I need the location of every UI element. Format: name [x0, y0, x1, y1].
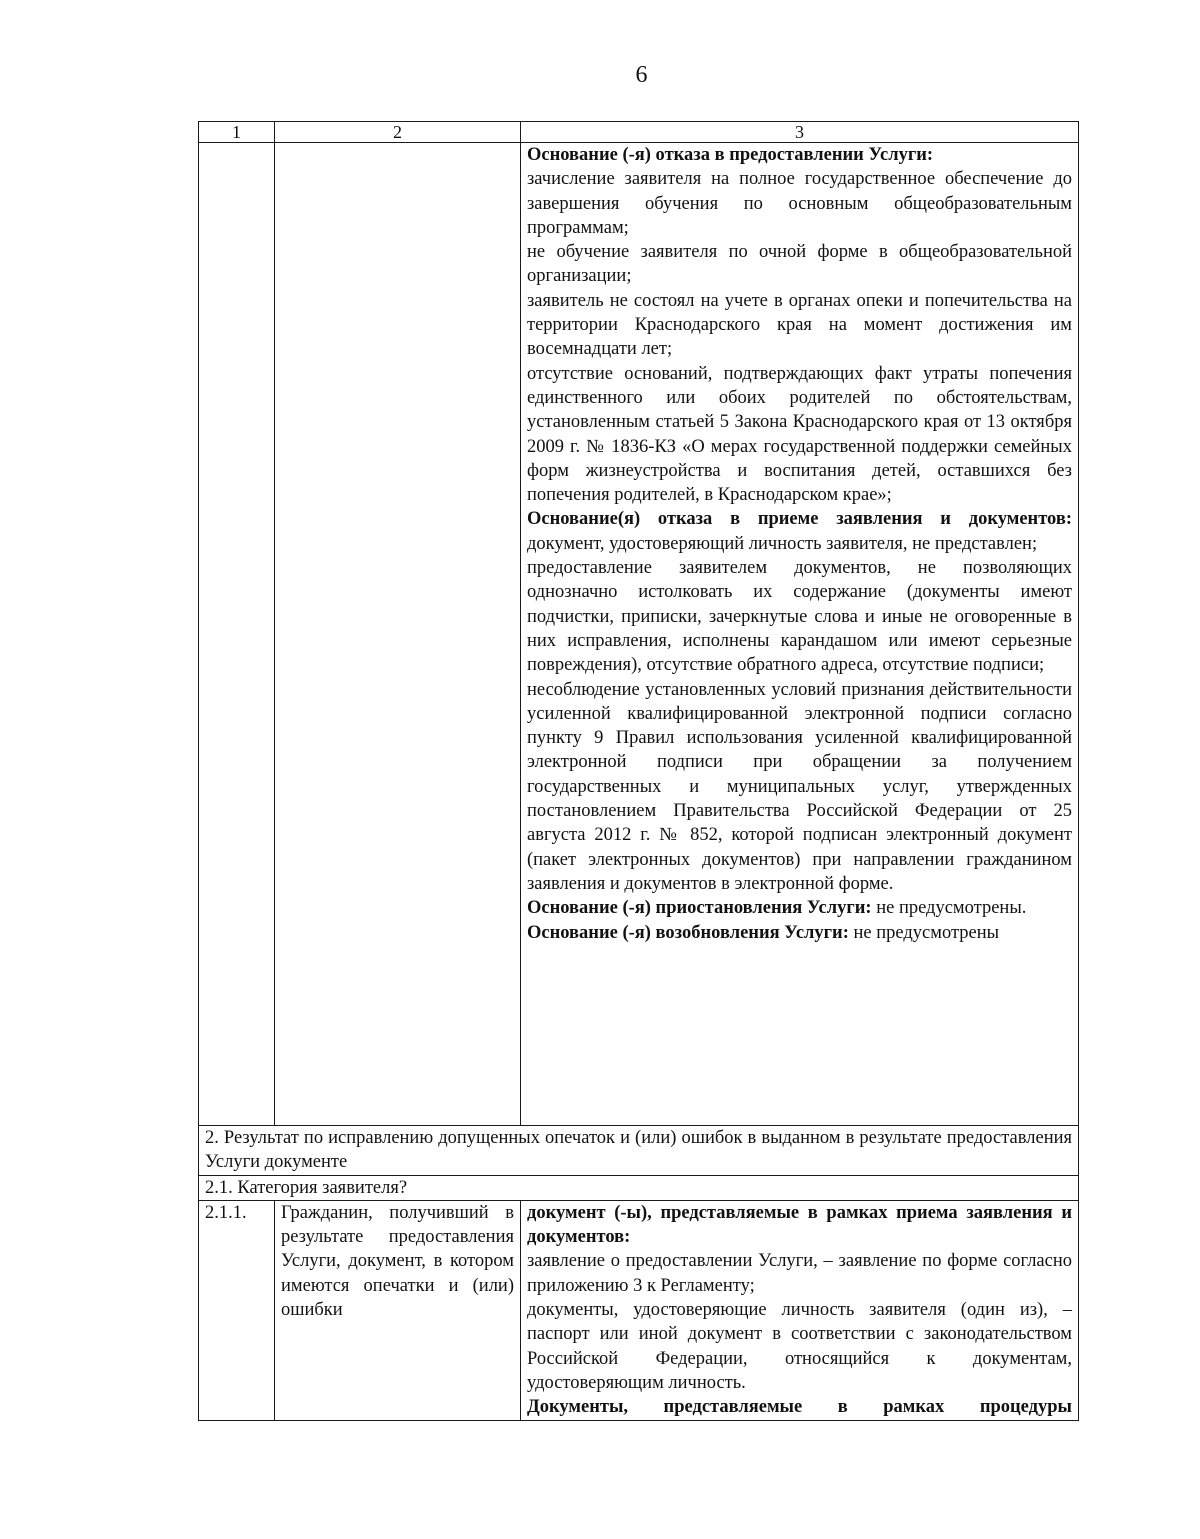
reception-item: несоблюдение установленных условий признания действительности усиленной квалифицированной электронной подписи согласно пункту 9 Правил использования усиленной квалифицированной электронной подписи при обращении за получением государственных и муниципальных услуг, утвержденных постановлением Правительства Российской Федерации от 25 августа 2012 г. № 852, которой подписан электронный документ (пакет электронных документов) при направлении гражданином заявления и документов в электронной форме.: [527, 679, 1072, 894]
docs-item: документы, удостоверяющие личность заявителя (один из), – паспорт или иной документ в соответствии с законодательством Российской Федерации, относящийся к документам, удостоверяющим личность.: [527, 1300, 1072, 1393]
header-row: [199, 122, 1079, 143]
row-2-1-1: [199, 1200, 1079, 1420]
grounds-col-3: [521, 143, 1079, 1126]
services-table: [198, 121, 1079, 1421]
header-col-3: 3: [521, 122, 1079, 143]
reception-title: Основание(я) отказа в приеме заявления и документов:: [527, 509, 1072, 530]
grounds-col-2: [275, 143, 521, 1126]
section-2-title: 2. Результат по исправлению допущенных опечаток и (или) ошибок в выданном в результате предоставления Услуги документе: [199, 1126, 1079, 1176]
refusal-title: Основание (-я) отказа в предоставлении Услуги:: [527, 145, 934, 165]
docs-item: заявление о предоставлении Услуги, – заявление по форме согласно приложению 3 к Регламенту;: [527, 1251, 1072, 1296]
page-number: 6: [635, 62, 648, 88]
refusal-item: отсутствие оснований, подтверждающих факт утраты попечения единственного или обоих родителей по обстоятельствам, установленным статьей 5 Закона Краснодарского края от 13 октября 2009 г. № 1836-КЗ «О мерах государственной поддержки семейных форм жизнеустройства и воспитания детей, оставшихся без попечения родителей, в Краснодарском крае»;: [527, 363, 1072, 506]
header-col-1: 1: [199, 122, 275, 143]
grounds-row: [199, 143, 1079, 1126]
row-2-1-1-documents: [521, 1200, 1079, 1420]
refusal-item: зачисление заявителя на полное государственное обеспечение до завершения обучения по основным общеобразовательным программам;: [527, 169, 1072, 238]
resumption-value: не предусмотрены: [848, 922, 1000, 943]
resumption-title: Основание (-я) возобновления Услуги:: [527, 922, 849, 943]
docs-title: документ (-ы), представляемые в рамках приема заявления и документов:: [527, 1202, 1072, 1248]
reception-item: предоставление заявителем документов, не позволяющих однозначно истолковать их содержание (документы имеют подчистки, приписки, зачеркнутые слова и иные не оговоренные в них исправления, исполнены карандашом или имеют серьезные повреждения), отсутствие обратного адреса, отсутствие подписи;: [527, 558, 1072, 676]
refusal-item: не обучение заявителя по очной форме в общеобразовательной организации;: [527, 242, 1072, 287]
reception-first-item: документ, удостоверяющий личность заявителя, не представлен;: [527, 533, 1038, 554]
row-2-1-1-number: 2.1.1.: [199, 1200, 275, 1420]
suspension-title: Основание (-я) приостановления Услуги:: [527, 898, 872, 919]
refusal-item: заявитель не состоял на учете в органах опеки и попечительства на территории Краснодарского края на момент достижения им восемнадцати лет;: [527, 290, 1072, 360]
section-2-1-row: [199, 1175, 1079, 1200]
row-2-1-1-category: Гражданин, получивший в результате предоставления Услуги, документ, в котором имеются опечатки и (или) ошибки: [275, 1200, 521, 1420]
grounds-col-1: [199, 143, 275, 1126]
suspension-value: не предусмотрены.: [871, 898, 1027, 919]
section-2-1-title: 2.1. Категория заявителя?: [199, 1175, 1079, 1200]
header-col-2: 2: [275, 122, 521, 143]
section-2-row: [199, 1126, 1079, 1176]
procedure-title: Документы, представляемые в рамках процедуры: [527, 1397, 1072, 1418]
